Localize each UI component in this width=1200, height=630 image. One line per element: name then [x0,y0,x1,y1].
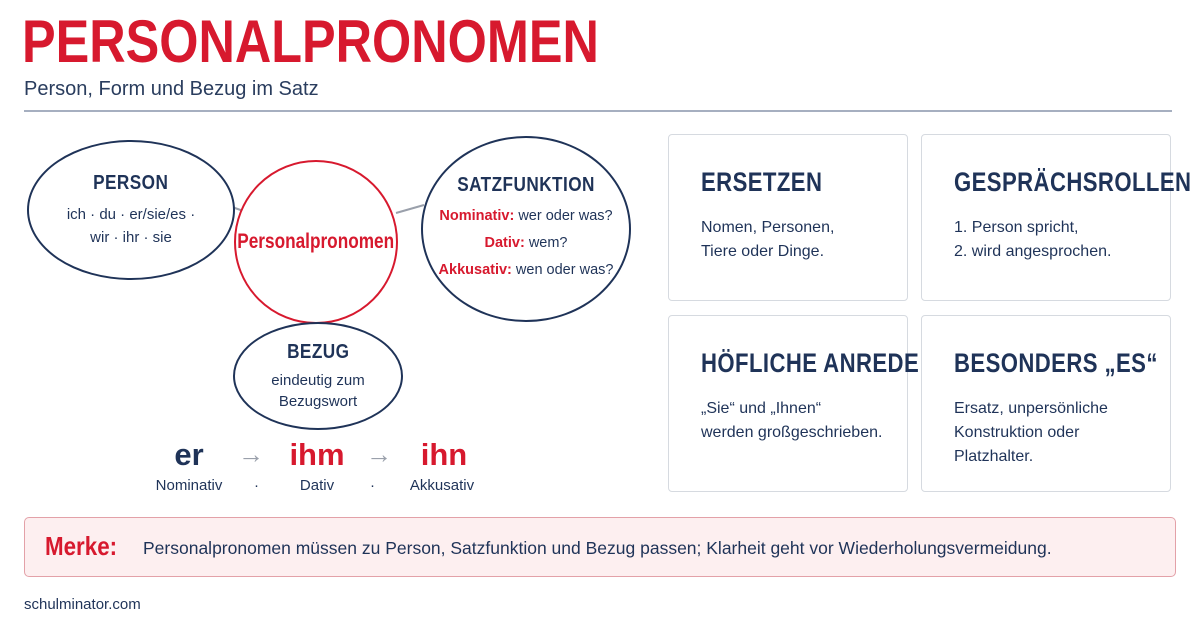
reference-line-1: eindeutig zum [271,371,365,389]
card-ersetzen [668,134,908,301]
arrow-right-icon: → [366,439,392,469]
chain-label-dativ: Dativ [299,477,335,494]
merke-note [24,517,1176,577]
person-line-1: ich · du · er/sie/es · [66,205,196,223]
chain-word-dativ: ihm [289,437,345,472]
card-text [954,216,1170,264]
center-node [234,160,398,324]
case-label: Nominativ: [439,208,515,224]
card-line: „Sie“ und „Ihnen“ [701,400,822,417]
card-line: Nomen, Personen, [701,219,835,236]
case-question: wer oder was? [518,208,613,224]
card-title: ERSETZEN [701,167,823,197]
note-text: Personalpronomen müssen zu Person, Satzfunktion und Bezug passen; Klarheit geht vor Wiederholungsvermeidung. [143,538,1052,558]
person-node [27,140,235,280]
chain-word-akkusativ: ihn [420,437,468,472]
reference-title: BEZUG [286,340,350,363]
reference-node [233,322,403,430]
card-besonders-es [921,315,1171,492]
person-title: PERSON [93,171,169,194]
function-title: SATZFUNKTION [457,174,595,196]
card-text [954,397,1170,469]
card-line: Tiere oder Dinge. [701,243,825,260]
function-row-akkusativ [439,257,614,284]
center-label: Personalpronomen [237,230,395,253]
card-gespraechsrollen [921,134,1192,301]
case-question: wem? [528,235,568,251]
footer-source: schulminator.com [24,596,141,613]
chain-separator: · [370,477,375,494]
card-line: Platzhalter. [954,448,1034,465]
chain-separator: · [254,477,259,494]
note-label: Merke: [45,531,118,561]
card-line: werden großgeschrieben. [701,424,883,441]
page-subtitle: Person, Form und Bezug im Satz [24,78,319,100]
chain-label-akkusativ: Akkusativ [409,477,475,494]
card-title: GESPRÄCHSROLLEN [954,167,1192,197]
card-line: Ersatz, unpersönliche [954,400,1108,417]
card-line: Konstruktion oder [954,424,1080,441]
function-node [421,136,631,322]
function-row-nominativ [439,203,612,230]
person-line-2: wir · ihr · sie [90,228,172,246]
card-line: 1. Person spricht, [954,219,1079,236]
card-line: 2. wird angesprochen. [954,243,1112,260]
card-hoefliche-anrede [668,315,920,492]
arrow-right-icon: → [238,439,264,469]
reference-line-2: Bezugswort [278,392,358,410]
case-label: Dativ: [484,235,525,251]
card-title: BESONDERS „ES“ [954,348,1158,378]
card-text [701,397,907,445]
case-question: wen oder was? [515,262,614,278]
card-title: HÖFLICHE ANREDE [701,348,920,378]
chain-word-nominativ: er [174,437,204,472]
chain-label-nominativ: Nominativ [155,477,223,494]
case-label: Akkusativ: [438,262,512,278]
card-text [701,216,907,264]
function-row-dativ [484,230,567,257]
page-title: PERSONALPRONOMEN [22,8,599,75]
connector-function [396,205,424,213]
